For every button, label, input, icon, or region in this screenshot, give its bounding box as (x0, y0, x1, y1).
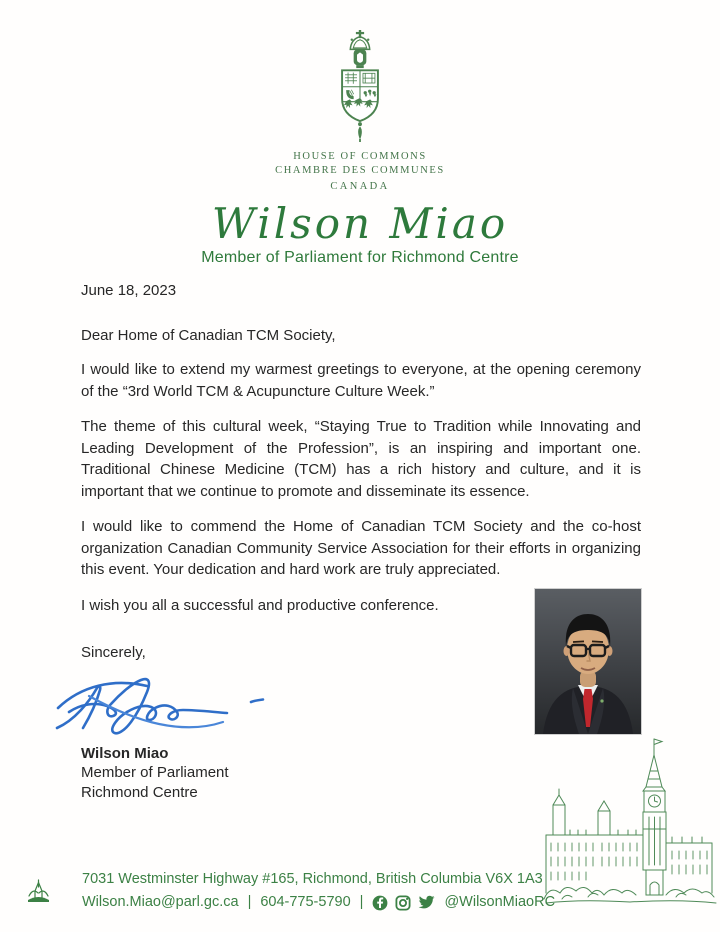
org-name-french: CHAMBRE DES COMMUNES (275, 165, 445, 176)
signer-riding: Richmond Centre (81, 783, 198, 801)
footer-contact-block (82, 868, 555, 914)
footer-email: Wilson.Miao@parl.gc.ca (82, 894, 239, 910)
org-name-block (0, 150, 720, 194)
twitter-icon (418, 895, 435, 910)
footer-contact-row (82, 891, 555, 914)
footer-address: 7031 Westminster Highway #165, Richmond, British Columbia V6X 1A3 (82, 871, 543, 887)
portrait-illustration (535, 589, 641, 734)
paragraph-3: I would like to commend the Home of Canadian TCM Society and the co-host organization Canadian Community Service Association for their efforts in organizing this event. Your dedication and hard work are truly appreciated. (81, 518, 641, 578)
parliament-building-sketch (540, 733, 720, 915)
paragraph-4: I wish you all a successful and productive conference. (81, 596, 439, 614)
letterhead (0, 30, 720, 267)
separator: | (247, 894, 252, 910)
peace-tower-icon (25, 878, 52, 910)
mp-title-line: Member of Parliament for Richmond Centre (201, 249, 519, 266)
org-name-english: HOUSE OF COMMONS (293, 151, 427, 162)
signature-strokes (55, 666, 290, 742)
house-of-commons-crest-icon (322, 30, 398, 142)
separator: | (359, 894, 364, 910)
footer-phone: 604-775-5790 (260, 894, 351, 910)
footer-social-handle: @WilsonMiaoRC (444, 894, 556, 910)
paragraph-1: I would like to extend my warmest greetings to everyone, at the opening ceremony of the “3rd World TCM & Acupuncture Culture Week.” (81, 361, 641, 400)
facebook-icon (372, 895, 388, 911)
signer-title: Member of Parliament (81, 764, 229, 781)
social-icons (372, 895, 435, 911)
org-country: CANADA (330, 181, 390, 192)
mp-name-script: Wilson Miao (211, 199, 509, 248)
signer-name: Wilson Miao (81, 744, 169, 762)
letter-date: June 18, 2023 (81, 282, 177, 299)
salutation: Dear Home of Canadian TCM Society, (81, 326, 336, 344)
closing-line: Sincerely, (81, 644, 146, 661)
mp-portrait-photo (534, 588, 642, 735)
parliament-line-art (540, 733, 720, 915)
instagram-icon (395, 895, 411, 911)
paragraph-2: The theme of this cultural week, “Staying True to Tradition while Innovating and Leading Development of the Profession”, is an inspiring and important one. Traditional Chinese Medicine (TCM) has a rich history and culture, and it is important that we continue to promote and disseminate its essence. (81, 418, 641, 500)
